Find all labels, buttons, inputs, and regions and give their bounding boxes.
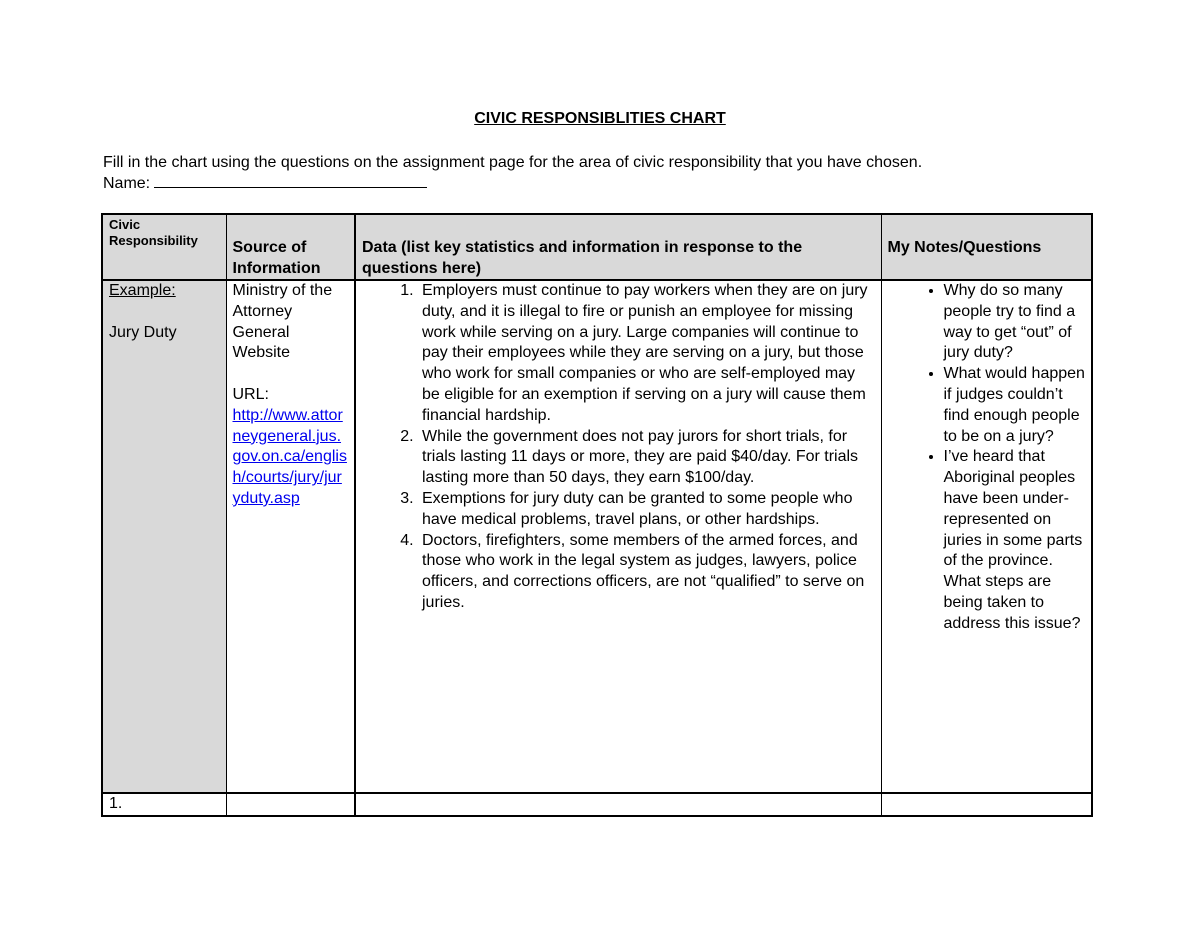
example-data-cell [355, 280, 881, 793]
instructions-text: Fill in the chart using the questions on the assignment page for the area of civic responsibility that you have chosen. [103, 154, 923, 171]
document-title: CIVIC RESPONSIBLITIES CHART [474, 110, 726, 127]
row-1-data-cell[interactable] [355, 793, 881, 816]
header-source: Source of Information [226, 214, 355, 280]
row-1-label: 1. [109, 795, 123, 812]
notes-list [888, 281, 1086, 635]
note-item: • I’ve heard that Aboriginal peoples have been under-represented on juries in some parts of the province. What steps are being taken to address this issue? [944, 447, 1086, 634]
header-notes: My Notes/Questions [881, 214, 1092, 280]
header-data: Data (list key statistics and information in response to the questions here) [355, 214, 881, 280]
row-1-source-cell[interactable] [226, 793, 355, 816]
source-url-link[interactable]: http://www.attorneygeneral.jus.gov.on.ca/english/courts/jury/juryduty.asp [232, 406, 347, 507]
civic-responsibilities-table [101, 213, 1093, 817]
source-text: Ministry of the Attorney General Website [232, 282, 333, 362]
data-item: 4. Doctors, firefighters, some members of the armed forces, and those who work in the legal system as judges, lawyers, police officers, and corrections officers, are not “qualified” to serve on juries. [418, 531, 875, 614]
example-source-cell [226, 280, 355, 793]
data-item: 1. Employers must continue to pay workers when they are on jury duty, and it is illegal to fire or punish an employee for missing work while serving on a jury. Large companies will continue to pay their employees while they are serving on a jury, but those who work for small companies or who are self-employed may be eligible for an exemption if serving on a jury will cause them financial hardship. [418, 281, 875, 427]
example-label: Example: [109, 282, 176, 299]
name-field [103, 173, 427, 194]
header-civic-responsibility: Civic Responsibility [102, 214, 226, 280]
example-topic: Jury Duty [109, 323, 177, 341]
data-list [362, 281, 875, 614]
name-blank-line [154, 173, 427, 188]
name-label: Name: [103, 175, 151, 192]
note-item: • Why do so many people try to find a way to get “out” of jury duty? [944, 281, 1086, 364]
row-1-civic-cell[interactable] [102, 793, 226, 816]
example-row [102, 280, 1092, 793]
table-row-1 [102, 793, 1092, 816]
data-item: 2. While the government does not pay jurors for short trials, for trials lasting 11 days or more, they are paid $40/day. For trials lasting more than 50 days, they earn $100/day. [418, 427, 875, 489]
url-label: URL: [232, 385, 269, 403]
table-header-row [102, 214, 1092, 280]
example-civic-cell [102, 280, 226, 793]
row-1-notes-cell[interactable] [881, 793, 1092, 816]
note-item: • What would happen if judges couldn’t find enough people to be on a jury? [944, 364, 1086, 447]
data-item: 3. Exemptions for jury duty can be granted to some people who have medical problems, travel plans, or other hardships. [418, 489, 875, 531]
example-notes-cell [881, 280, 1092, 793]
